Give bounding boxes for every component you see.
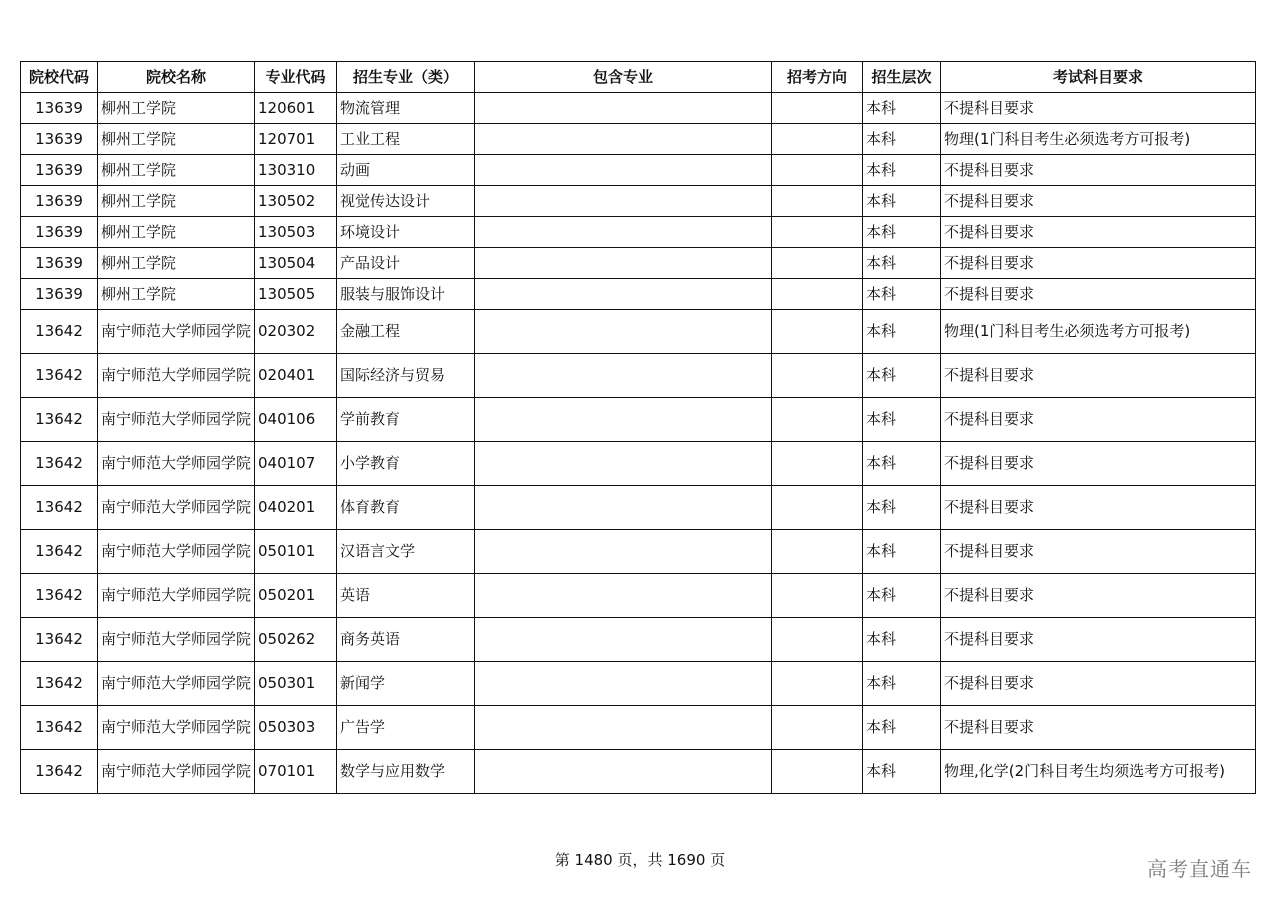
table-header-row bbox=[21, 62, 1256, 93]
cell-school-code: 13639 bbox=[21, 279, 98, 310]
cell-school-code: 13642 bbox=[21, 662, 98, 706]
cell-major-code: 130502 bbox=[255, 186, 337, 217]
cell-direction bbox=[772, 248, 863, 279]
cell-level: 本科 bbox=[863, 750, 941, 794]
cell-major-code: 020302 bbox=[255, 310, 337, 354]
cell-level: 本科 bbox=[863, 398, 941, 442]
cell-school-name: 南宁师范大学师园学院 bbox=[98, 530, 255, 574]
cell-requirement: 不提科目要求 bbox=[941, 574, 1256, 618]
cell-requirement: 不提科目要求 bbox=[941, 279, 1256, 310]
table-row bbox=[21, 186, 1256, 217]
header-level: 招生层次 bbox=[863, 62, 941, 93]
cell-included-majors bbox=[475, 155, 772, 186]
cell-level: 本科 bbox=[863, 618, 941, 662]
cell-requirement: 不提科目要求 bbox=[941, 530, 1256, 574]
cell-school-code: 13642 bbox=[21, 310, 98, 354]
cell-major: 动画 bbox=[337, 155, 475, 186]
cell-requirement: 物理(1门科目考生必须选考方可报考) bbox=[941, 124, 1256, 155]
cell-school-name: 柳州工学院 bbox=[98, 248, 255, 279]
cell-direction bbox=[772, 217, 863, 248]
table-row bbox=[21, 354, 1256, 398]
cell-major: 英语 bbox=[337, 574, 475, 618]
cell-major-code: 130504 bbox=[255, 248, 337, 279]
cell-direction bbox=[772, 354, 863, 398]
table-row bbox=[21, 155, 1256, 186]
cell-requirement: 不提科目要求 bbox=[941, 93, 1256, 124]
table-row bbox=[21, 574, 1256, 618]
cell-direction bbox=[772, 310, 863, 354]
cell-school-code: 13642 bbox=[21, 530, 98, 574]
cell-major-code: 130503 bbox=[255, 217, 337, 248]
cell-major-code: 130310 bbox=[255, 155, 337, 186]
table-row bbox=[21, 442, 1256, 486]
cell-major: 汉语言文学 bbox=[337, 530, 475, 574]
cell-school-name: 南宁师范大学师园学院 bbox=[98, 750, 255, 794]
cell-direction bbox=[772, 124, 863, 155]
cell-included-majors bbox=[475, 93, 772, 124]
cell-requirement: 不提科目要求 bbox=[941, 486, 1256, 530]
cell-school-code: 13642 bbox=[21, 750, 98, 794]
cell-requirement: 不提科目要求 bbox=[941, 248, 1256, 279]
cell-school-name: 柳州工学院 bbox=[98, 93, 255, 124]
cell-included-majors bbox=[475, 706, 772, 750]
table-row bbox=[21, 618, 1256, 662]
header-major: 招生专业（类） bbox=[337, 62, 475, 93]
cell-level: 本科 bbox=[863, 310, 941, 354]
cell-included-majors bbox=[475, 354, 772, 398]
cell-major: 新闻学 bbox=[337, 662, 475, 706]
cell-school-code: 13642 bbox=[21, 706, 98, 750]
cell-school-name: 柳州工学院 bbox=[98, 279, 255, 310]
page-number: 第 1480 页，共 1690 页 bbox=[554, 851, 726, 869]
cell-direction bbox=[772, 618, 863, 662]
cell-school-code: 13639 bbox=[21, 124, 98, 155]
cell-major: 产品设计 bbox=[337, 248, 475, 279]
cell-requirement: 不提科目要求 bbox=[941, 186, 1256, 217]
table-body bbox=[21, 93, 1256, 794]
table-row bbox=[21, 750, 1256, 794]
cell-included-majors bbox=[475, 248, 772, 279]
header-school-code: 院校代码 bbox=[21, 62, 98, 93]
cell-school-name: 柳州工学院 bbox=[98, 217, 255, 248]
cell-major-code: 050303 bbox=[255, 706, 337, 750]
header-major-code: 专业代码 bbox=[255, 62, 337, 93]
cell-school-name: 柳州工学院 bbox=[98, 186, 255, 217]
cell-school-code: 13642 bbox=[21, 574, 98, 618]
cell-major-code: 040106 bbox=[255, 398, 337, 442]
cell-school-code: 13642 bbox=[21, 486, 98, 530]
cell-school-name: 南宁师范大学师园学院 bbox=[98, 706, 255, 750]
cell-direction bbox=[772, 486, 863, 530]
cell-major-code: 120601 bbox=[255, 93, 337, 124]
cell-requirement: 不提科目要求 bbox=[941, 354, 1256, 398]
cell-included-majors bbox=[475, 186, 772, 217]
cell-included-majors bbox=[475, 398, 772, 442]
cell-school-name: 南宁师范大学师园学院 bbox=[98, 486, 255, 530]
cell-included-majors bbox=[475, 279, 772, 310]
cell-requirement: 不提科目要求 bbox=[941, 442, 1256, 486]
cell-major: 数学与应用数学 bbox=[337, 750, 475, 794]
cell-level: 本科 bbox=[863, 248, 941, 279]
cell-level: 本科 bbox=[863, 217, 941, 248]
cell-level: 本科 bbox=[863, 530, 941, 574]
cell-major: 物流管理 bbox=[337, 93, 475, 124]
cell-level: 本科 bbox=[863, 442, 941, 486]
cell-major: 广告学 bbox=[337, 706, 475, 750]
cell-major: 商务英语 bbox=[337, 618, 475, 662]
table-row bbox=[21, 279, 1256, 310]
cell-school-name: 南宁师范大学师园学院 bbox=[98, 618, 255, 662]
cell-school-name: 南宁师范大学师园学院 bbox=[98, 398, 255, 442]
cell-school-name: 南宁师范大学师园学院 bbox=[98, 662, 255, 706]
cell-direction bbox=[772, 279, 863, 310]
cell-direction bbox=[772, 186, 863, 217]
cell-major-code: 070101 bbox=[255, 750, 337, 794]
table-row bbox=[21, 486, 1256, 530]
table-row bbox=[21, 93, 1256, 124]
cell-level: 本科 bbox=[863, 155, 941, 186]
cell-major-code: 050301 bbox=[255, 662, 337, 706]
cell-school-code: 13642 bbox=[21, 354, 98, 398]
cell-major: 工业工程 bbox=[337, 124, 475, 155]
cell-requirement: 不提科目要求 bbox=[941, 398, 1256, 442]
cell-direction bbox=[772, 155, 863, 186]
cell-requirement: 不提科目要求 bbox=[941, 217, 1256, 248]
header-requirement: 考试科目要求 bbox=[941, 62, 1256, 93]
table-row bbox=[21, 706, 1256, 750]
cell-major-code: 040201 bbox=[255, 486, 337, 530]
cell-requirement: 物理(1门科目考生必须选考方可报考) bbox=[941, 310, 1256, 354]
cell-included-majors bbox=[475, 574, 772, 618]
cell-included-majors bbox=[475, 217, 772, 248]
cell-school-name: 柳州工学院 bbox=[98, 155, 255, 186]
cell-major: 环境设计 bbox=[337, 217, 475, 248]
cell-school-code: 13639 bbox=[21, 155, 98, 186]
table-row bbox=[21, 248, 1256, 279]
cell-included-majors bbox=[475, 310, 772, 354]
cell-included-majors bbox=[475, 618, 772, 662]
header-direction: 招考方向 bbox=[772, 62, 863, 93]
cell-direction bbox=[772, 442, 863, 486]
cell-school-name: 柳州工学院 bbox=[98, 124, 255, 155]
cell-school-code: 13639 bbox=[21, 217, 98, 248]
cell-level: 本科 bbox=[863, 186, 941, 217]
cell-direction bbox=[772, 574, 863, 618]
cell-major: 体育教育 bbox=[337, 486, 475, 530]
cell-major: 小学教育 bbox=[337, 442, 475, 486]
table-row bbox=[21, 310, 1256, 354]
cell-school-name: 南宁师范大学师园学院 bbox=[98, 574, 255, 618]
cell-included-majors bbox=[475, 530, 772, 574]
cell-major-code: 050262 bbox=[255, 618, 337, 662]
cell-major: 金融工程 bbox=[337, 310, 475, 354]
cell-school-code: 13642 bbox=[21, 618, 98, 662]
cell-direction bbox=[772, 93, 863, 124]
cell-school-code: 13639 bbox=[21, 186, 98, 217]
cell-level: 本科 bbox=[863, 486, 941, 530]
cell-direction bbox=[772, 706, 863, 750]
table-row bbox=[21, 217, 1256, 248]
cell-level: 本科 bbox=[863, 93, 941, 124]
cell-school-code: 13642 bbox=[21, 442, 98, 486]
cell-major: 学前教育 bbox=[337, 398, 475, 442]
admission-requirements-table bbox=[20, 61, 1256, 794]
cell-included-majors bbox=[475, 442, 772, 486]
cell-requirement: 不提科目要求 bbox=[941, 706, 1256, 750]
cell-school-code: 13639 bbox=[21, 93, 98, 124]
table-row bbox=[21, 398, 1256, 442]
cell-school-name: 南宁师范大学师园学院 bbox=[98, 442, 255, 486]
cell-requirement: 物理,化学(2门科目考生均须选考方可报考) bbox=[941, 750, 1256, 794]
table-row bbox=[21, 124, 1256, 155]
cell-requirement: 不提科目要求 bbox=[941, 155, 1256, 186]
cell-major: 视觉传达设计 bbox=[337, 186, 475, 217]
table-row bbox=[21, 530, 1256, 574]
cell-school-name: 南宁师范大学师园学院 bbox=[98, 354, 255, 398]
watermark: 高考直通车 bbox=[1147, 857, 1252, 881]
cell-included-majors bbox=[475, 750, 772, 794]
cell-school-code: 13639 bbox=[21, 248, 98, 279]
header-included-majors: 包含专业 bbox=[475, 62, 772, 93]
table-row bbox=[21, 662, 1256, 706]
cell-direction bbox=[772, 530, 863, 574]
cell-direction bbox=[772, 662, 863, 706]
cell-major-code: 040107 bbox=[255, 442, 337, 486]
cell-included-majors bbox=[475, 486, 772, 530]
cell-included-majors bbox=[475, 124, 772, 155]
cell-major-code: 120701 bbox=[255, 124, 337, 155]
cell-requirement: 不提科目要求 bbox=[941, 662, 1256, 706]
cell-school-name: 南宁师范大学师园学院 bbox=[98, 310, 255, 354]
cell-level: 本科 bbox=[863, 574, 941, 618]
cell-included-majors bbox=[475, 662, 772, 706]
cell-direction bbox=[772, 398, 863, 442]
cell-level: 本科 bbox=[863, 354, 941, 398]
cell-major: 服装与服饰设计 bbox=[337, 279, 475, 310]
cell-school-code: 13642 bbox=[21, 398, 98, 442]
cell-level: 本科 bbox=[863, 279, 941, 310]
cell-direction bbox=[772, 750, 863, 794]
cell-major-code: 020401 bbox=[255, 354, 337, 398]
cell-major-code: 130505 bbox=[255, 279, 337, 310]
header-school-name: 院校名称 bbox=[98, 62, 255, 93]
cell-major-code: 050201 bbox=[255, 574, 337, 618]
cell-level: 本科 bbox=[863, 706, 941, 750]
cell-level: 本科 bbox=[863, 124, 941, 155]
cell-major-code: 050101 bbox=[255, 530, 337, 574]
cell-level: 本科 bbox=[863, 662, 941, 706]
cell-major: 国际经济与贸易 bbox=[337, 354, 475, 398]
cell-requirement: 不提科目要求 bbox=[941, 618, 1256, 662]
